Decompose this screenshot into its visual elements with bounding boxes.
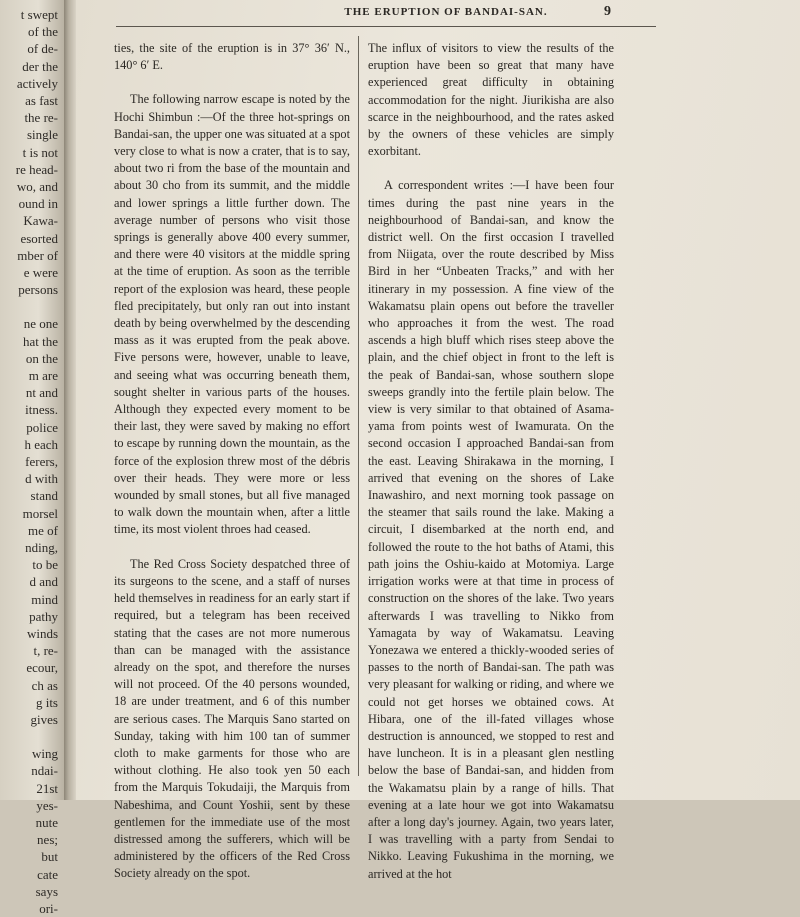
header-rule [116,26,656,27]
paragraph: The following narrow escape is noted by the Hochi Shimbun :—Of the three hot-springs on Bandai-san, the upper one was situated at a spot very close to what is now a crater, that is to say, about two ri from the base of the mountain and about 30 cho from its summit, and the middle and lower springs a little further down. The average number of persons who visit those springs is generally above 400 every summer, and there were 40 visitors at the middle spring at the time of eruption. As soon as the terrible report of the explosion was heard, these people fled precipitately, but only ran out into instant death by being overwhelmed by the descending mass as it was erupted from the peak above. Five persons were, however, unable to leave, and seeing what was occurring beneath them, sought shelter in various parts of the houses. Although they expected every moment to be their last, they were saved by making no effort to escape by running down the mountain, as the force of the explosion threw most of the débris over their heads. They were more or less wounded by small stones, but all five managed to walk down the mountain when, after a little time, its most violent throes had ceased. [114,92,350,537]
left-page-line-fragment: stand [30,488,58,504]
left-page-line-fragment: mber of [17,247,58,263]
left-page-line-fragment: single [26,127,58,143]
left-page-line-fragment: ferers, [25,454,58,469]
left-page-line-fragment: says [35,883,58,899]
left-page-line-fragment: t is not [22,144,58,160]
left-page-line-fragment: nute [35,815,58,830]
left-page-line-fragment: d and [29,574,58,590]
left-page-line-fragment: nding, [25,540,58,555]
page-number: 9 [604,4,611,19]
paragraph: The influx of visitors to view the results of the eruption have been so great that many have experienced great difficulty in obtaining accommodation for the night. Jiurikisha are also scarce in the neighbourhood, and the rates asked by the owners of these vehicles are simply exorbitant. [368,41,614,159]
left-page-line-fragment: morsel [22,505,58,521]
left-page-line-fragment: h each [24,436,58,452]
left-page-line-fragment: actively [16,75,58,91]
left-page-line-fragment: re head- [15,161,58,177]
left-page-edge [0,0,64,916]
left-page-line-fragment: der the [22,58,58,74]
column-divider [358,36,359,776]
left-page-line-fragment: me of [28,522,58,538]
paragraph: ties, the site of the eruption is in 37° 36′ N., 140° 6′ E. [114,41,350,73]
running-head: THE ERUPTION OF BANDAI-SAN. [344,6,548,18]
left-page-line-fragment: of de- [27,41,58,57]
left-page-line-fragment: hat the [22,333,58,349]
left-page-line-fragment: mind [31,591,58,607]
left-page-line-fragment: ch as [31,677,58,693]
left-page-line-fragment: g its [35,694,58,710]
left-page-line-fragment: the re- [24,110,58,126]
left-page-line-fragment: 21st [36,780,58,796]
left-column [114,40,350,883]
left-page-line-fragment: nt and [25,385,58,401]
left-page-line-fragment: ound in [18,196,58,212]
book-page [76,0,800,881]
left-page-line-fragment: esorted [20,230,58,246]
left-page-line-fragment: as fast [25,93,58,108]
left-page-line-fragment: ori- [39,901,58,916]
left-page-line-fragment: winds [26,626,58,641]
left-page-line-fragment: on the [25,350,58,366]
left-page-line-fragment: gives [30,712,58,727]
left-page-line-fragment: e were [23,265,58,280]
left-page-line-fragment: pathy [29,608,58,624]
left-page-line-fragment: nes; [37,832,58,848]
left-page-line-fragment: cate [37,866,58,882]
left-page-line-fragment: Kawa- [23,213,58,229]
left-page-line-fragment: ndai- [31,763,58,779]
left-page-line-fragment: police [26,419,58,435]
left-page-line-fragment: d with [25,471,58,487]
left-page-line-fragment: itness. [25,402,58,418]
paragraph: A correspondent writes :—I have been four times during the past nine years in the neighbourhood of Bandai-san, and know the district well. On the first occasion I travelled from Niigata, over the route described by Miss Bird in her “Unbeaten Tracks,” and with her itinerary in my possession. A fine view of the Wakamatsu plain opens out before the traveller who approaches it from the west. The road ascends a high bluff which rises steep above the plain, and the chief object in front to the left is the peak of Bandai-san, whose southern slope sweeps grandly into the fertile plain below. The view is very similar to that obtained of Asama-yama from points west of Iwamurata. On the second occasion I approached Bandai-san from the east. Leaving Shirakawa in the morning, I arrived that evening on the shores of Lake Inawashiro, and next morning took passage on the steamer that sails round the lake. Making a circuit, I disembarked at the north end, and followed the route to the hot baths of Atami, this path joins the Oshiu-kaido at Motomiya. Large irrigation works were at that time in process of construction on the shores of the lake. Two years afterwards I was travelling to Nikko from Yamagata by way of Wakamatsu. Leaving Yonezawa we entered a thickly-wooded series of passes to the north of Bandai-san. The path was very pleasant for walking or riding, and where we could not get horses we obtained cows. At Hibara, one of the ill-fated villages whose destruction is announced, we stopped to rest and have luncheon. It is in a pleasant glen nestling below the base of Bandai-san, and hidden from the Wakamatsu plain by a range of hills. That evening at a late hour we got into Wakamatsu after a long day's journey. Again, two years later, I was travelling with a party from Sendai to Nikko. Leaving Fukushima in the morning, we arrived at the hot [368,178,614,881]
left-page-line-fragment: of the [28,24,58,40]
left-page-line-fragment: yes- [36,797,58,813]
left-page-line-fragment: t swept [20,7,58,22]
left-page-line-fragment: but [41,849,58,865]
left-page-line-fragment: ecour, [26,660,58,676]
left-page-line-fragment: m are [28,368,58,383]
left-page-line-fragment: ne one [23,316,58,332]
left-page-line-fragment: persons [18,282,58,298]
book-spine [64,0,76,800]
left-page-line-fragment: wing [32,746,58,762]
left-page-line-fragment: wo, and [16,179,58,194]
left-page-line-fragment: to be [32,557,58,573]
paragraph: The Red Cross Society despatched three of its surgeons to the scene, and a staff of nurses held themselves in readiness for an early start if required, but a telegram has been received stating that the cases are not more numerous than can be managed with the assistance already on the spot, and therefore the nurses will not proceed. Of the 40 persons wounded, 18 are under treatment, and 6 of this number are serious cases. The Marquis Sano started on Sunday, taking with him 100 tan of summer cloth to make garments for those who are without clothing. He also took yen 50 each from the Marquis Tokudaiji, the Marquis from Nabeshima, and Count Yoshii, sent by these gentlemen for the immediate use of the most distressed among the sufferers, which will be administered by the officers of the Red Cross Society already on the spot. [114,556,350,881]
left-page-line-fragment: t, re- [33,643,58,659]
right-column [368,40,614,883]
